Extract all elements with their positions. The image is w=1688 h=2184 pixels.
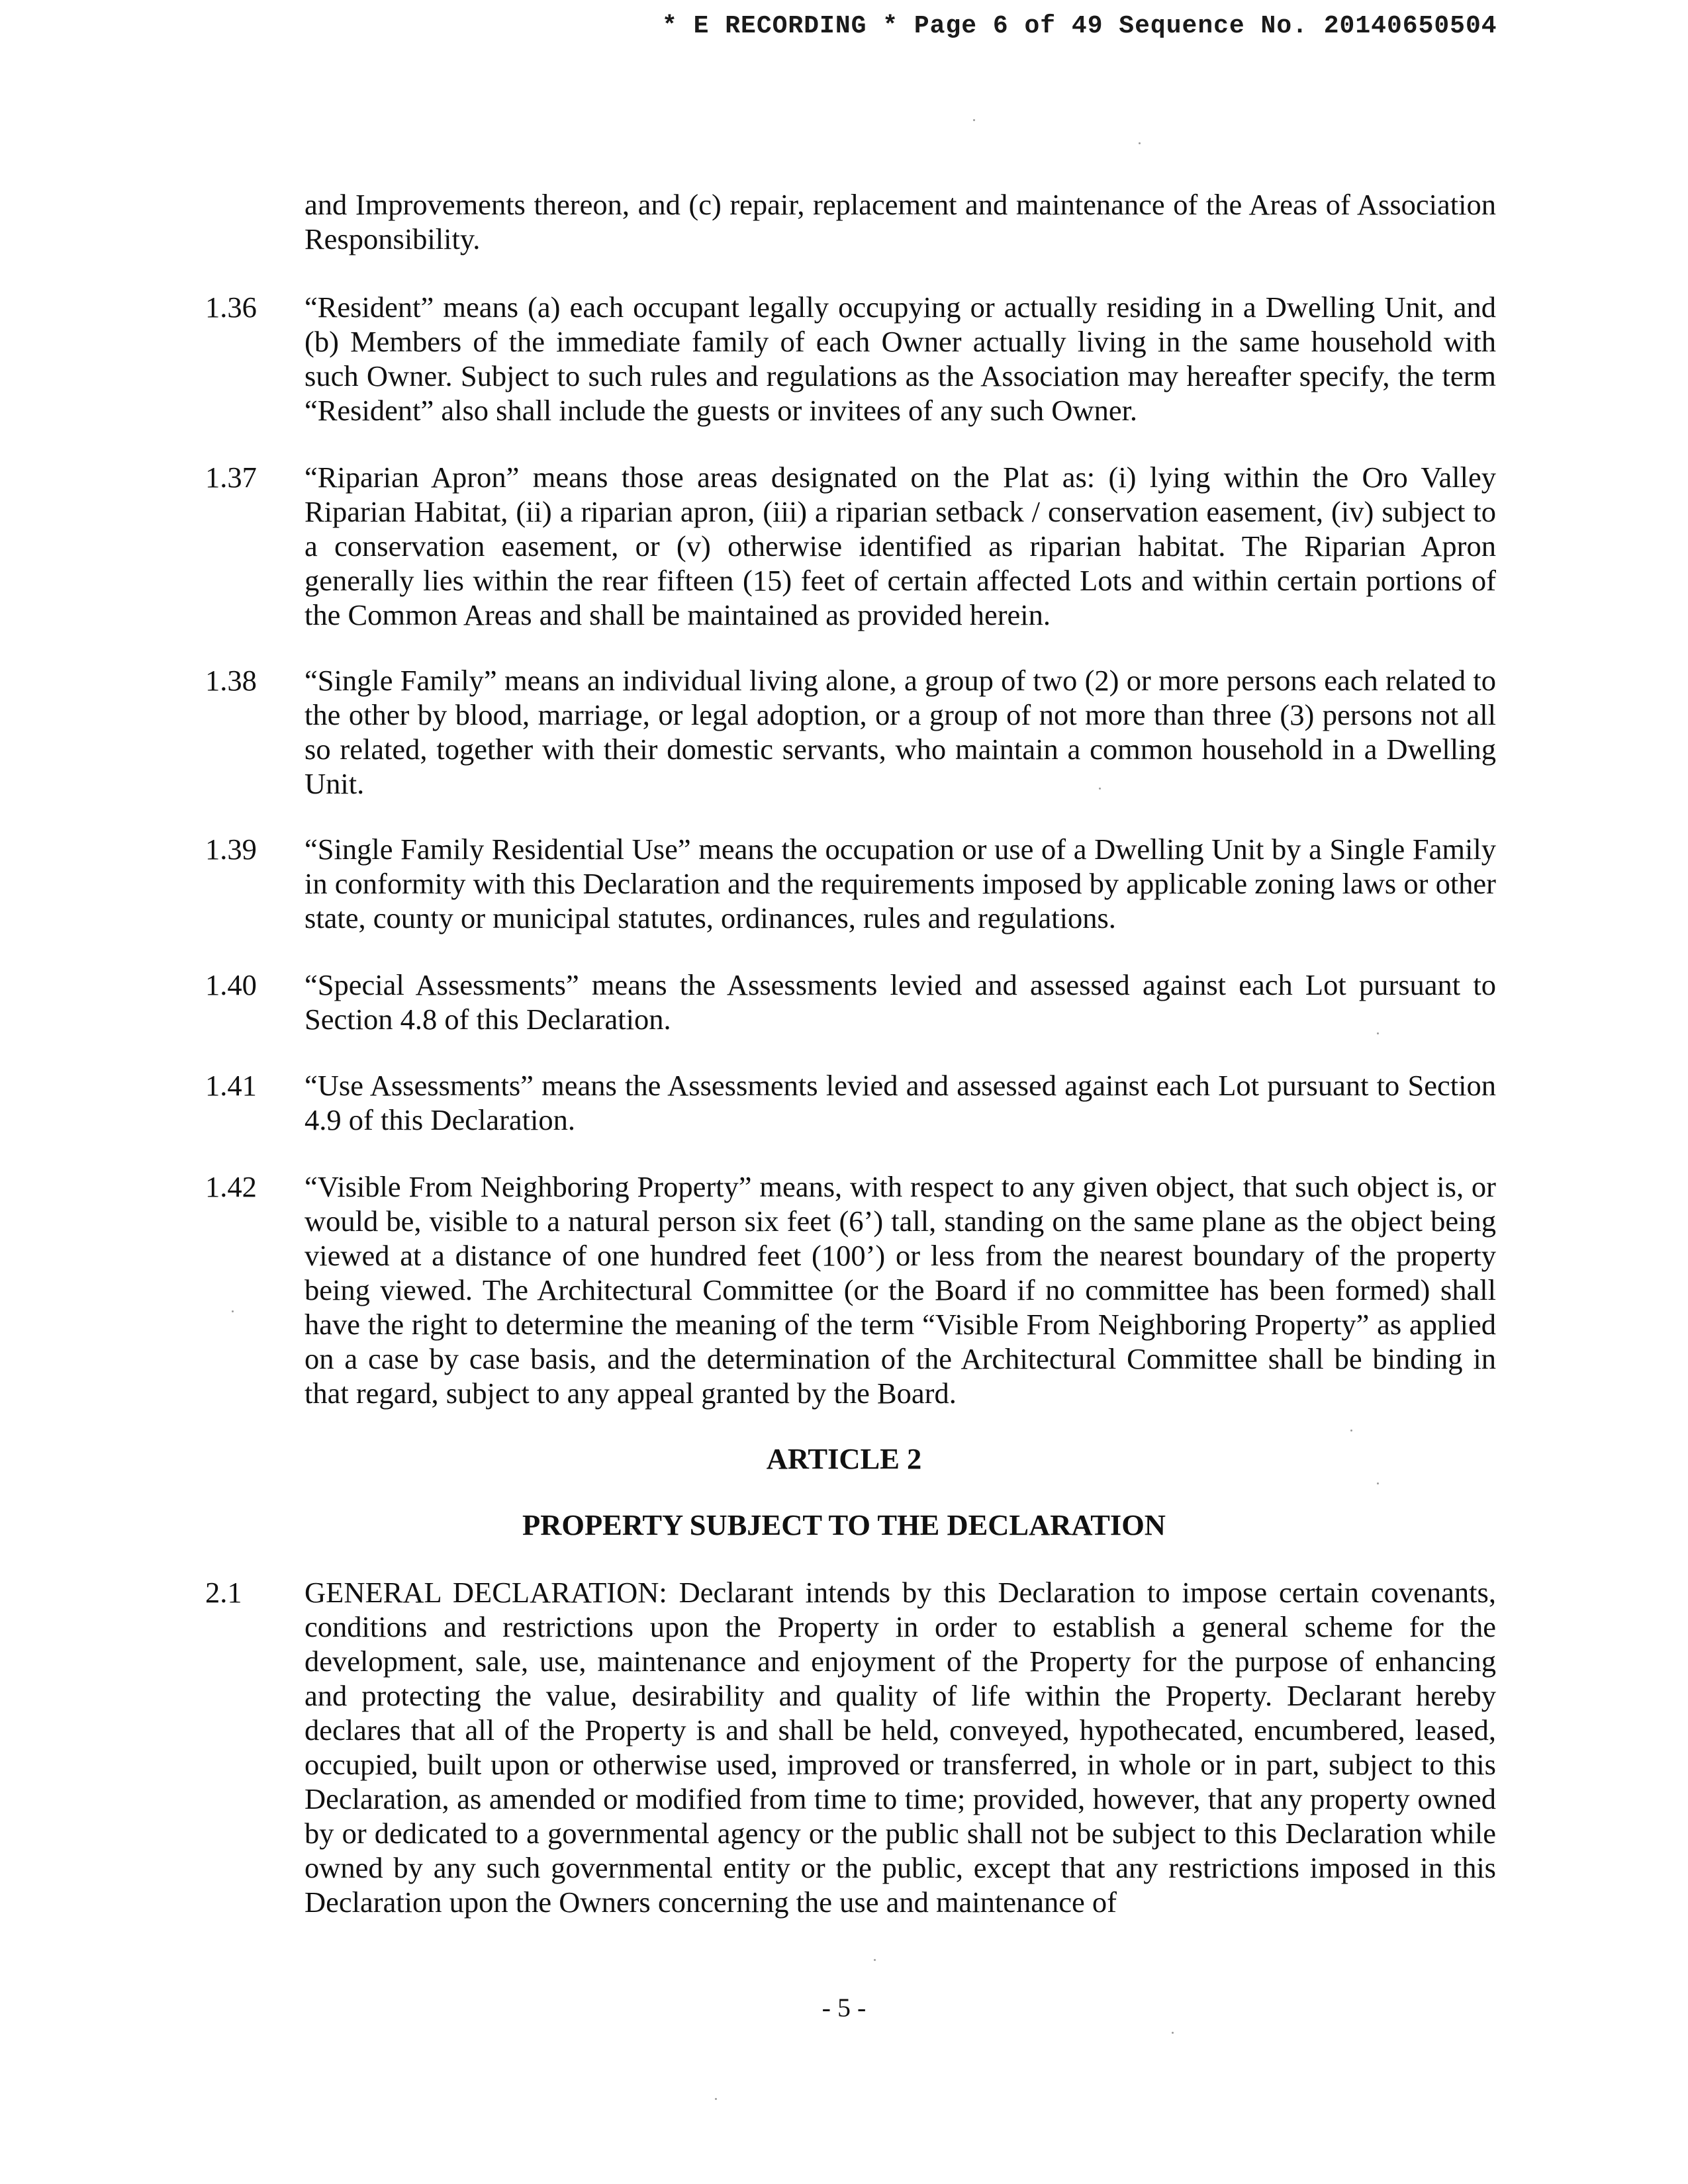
page-number: - 5 - (821, 1993, 867, 2023)
article-title: PROPERTY SUBJECT TO THE DECLARATION (522, 1508, 1166, 1541)
scan-speck (715, 2098, 717, 2100)
scan-speck (1099, 788, 1101, 790)
continuation-paragraph: and Improvements thereon, and (c) repair, replacement and maintenance of the Areas of Association Responsibility. (305, 188, 1496, 255)
scan-speck (1139, 142, 1141, 144)
scan-speck (1350, 1430, 1352, 1432)
section-text-2-1: GENERAL DECLARATION: Declarant intends by this Declaration to impose certain covenants, conditions and restrictions upon the Property in order to establish a general scheme for the development, sale, use, maintenance and enjoyment of the Property for the purpose of enhancing and protecting the value, desirability and quality of life within the Property. Declarant hereby declares that all of the Property is and shall be held, conveyed, hypothecated, encumbered, leased, occupied, built upon or otherwise used, improved or transferred, in whole or in part, subject to this Declaration, as amended or modified from time to time; provided, however, that any property owned by or dedicated to a governmental agency or the public shall not be subject to this Declaration while owned by any such governmental entity or the public, except that any restrictions imposed in this Declaration upon the Owners concerning the use and maintenance of (305, 1576, 1496, 1919)
scan-speck (1172, 2032, 1174, 2034)
scan-speck (1377, 1032, 1379, 1034)
section-number-1-42: 1.42 (205, 1170, 257, 1203)
section-number-1-41: 1.41 (205, 1069, 257, 1102)
article-heading: ARTICLE 2 (766, 1442, 922, 1475)
section-text-1-39: “Single Family Residential Use” means the occupation or use of a Dwelling Unit by a Single Family in conformity with this Declaration and the requirements imposed by applicable zoning laws or other state, county or municipal statutes, ordinances, rules and regulations. (305, 833, 1496, 934)
section-text-1-37: “Riparian Apron” means those areas designated on the Plat as: (i) lying within the Oro Valley Riparian Habitat, (ii) a riparian apron, (iii) a riparian setback / conservation easement, (iv) subject to a conservation easement, or (v) otherwise identified as riparian habitat. The Riparian Apron generally lies within the rear fifteen (15) feet of certain affected Lots and within certain portions of the Common Areas and shall be maintained as provided herein. (305, 461, 1496, 631)
section-text-1-41: “Use Assessments” means the Assessments levied and assessed against each Lot pursuant to Section 4.9 of this Declaration. (305, 1069, 1496, 1136)
section-number-1-36: 1.36 (205, 291, 257, 324)
section-text-1-38: “Single Family” means an individual living alone, a group of two (2) or more persons each related to the other by blood, marriage, or legal adoption, or a group of not more than three (3) persons not all so related, together with their domestic servants, who maintain a common household in a Dwelling Unit. (305, 664, 1496, 800)
section-text-1-40: “Special Assessments” means the Assessments levied and assessed against each Lot pursuant to Section 4.8 of this Declaration. (305, 968, 1496, 1036)
section-text-1-36: “Resident” means (a) each occupant legally occupying or actually residing in a Dwelling Unit, and (b) Members of the immediate family of each Owner actually living in the same household with such Owner. Subject to such rules and regulations as the Association may hereafter specify, the term “Resident” also shall include the guests or invitees of any such Owner. (305, 291, 1496, 427)
section-text-1-42: “Visible From Neighboring Property” means, with respect to any given object, that such object is, or would be, visible to a natural person six feet (6’) tall, standing on the same plane as the object being viewed at a distance of one hundred feet (100’) or less from the nearest boundary of the property being viewed. The Architectural Committee (or the Board if no committee has been formed) shall have the right to determine the meaning of the term “Visible From Neighboring Property” as applied on a case by case basis, and the determination of the Architectural Committee shall be binding in that regard, subject to any appeal granted by the Board. (305, 1170, 1496, 1410)
section-number-1-37: 1.37 (205, 461, 257, 494)
recording-stamp-header: * E RECORDING * Page 6 of 49 Sequence No. 20140650504 (662, 12, 1497, 40)
scan-speck (874, 1959, 876, 1961)
scan-speck (232, 1310, 234, 1312)
scan-speck (1377, 1482, 1379, 1484)
section-number-1-38: 1.38 (205, 664, 257, 697)
section-number-1-39: 1.39 (205, 833, 257, 866)
scan-speck (973, 119, 975, 121)
section-number-2-1: 2.1 (205, 1576, 242, 1609)
section-number-1-40: 1.40 (205, 968, 257, 1001)
